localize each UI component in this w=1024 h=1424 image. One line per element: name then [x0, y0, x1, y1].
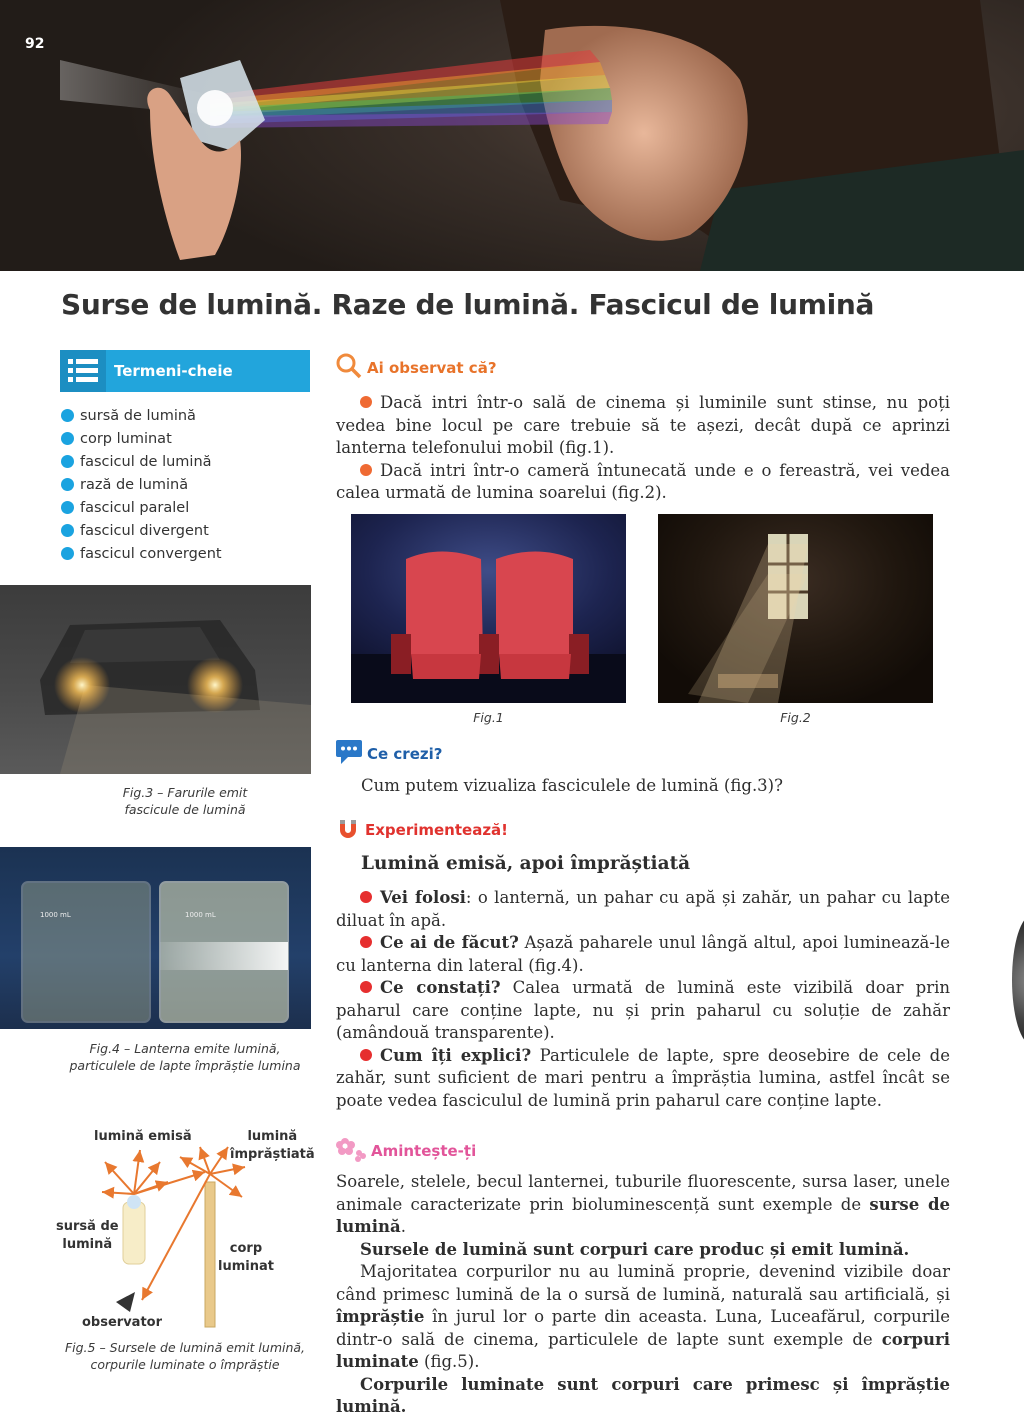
observed-text — [336, 392, 950, 505]
bullet-icon — [360, 1049, 372, 1061]
page-edge-decoration — [1012, 915, 1024, 1045]
fig5-diagram — [50, 1122, 320, 1337]
bullet-icon — [61, 455, 74, 468]
bullet-icon — [61, 524, 74, 537]
fig1-cinema-seats-photo — [351, 514, 626, 703]
bullet-icon — [61, 547, 74, 560]
magnifier-icon — [336, 353, 362, 383]
hero-photo — [0, 0, 1024, 271]
observed-p1: Dacă intri într-o sală de cinema și luminile sunt stinse, nu poți vedea bine locul pe care trebuie să te așezi, decât după ce aprinzi lanterna telefonului mobil (fig.1). — [336, 393, 950, 457]
bullet-icon — [360, 936, 372, 948]
bullet-icon — [61, 409, 74, 422]
experiment-text — [336, 887, 950, 1112]
key-term-item: fascicul paralel — [61, 496, 222, 519]
key-term-item: fascicul de lumină — [61, 450, 222, 473]
bullet-icon — [61, 501, 74, 514]
think-heading: Ce crezi? — [336, 740, 442, 768]
label-body: corp luminat — [218, 1241, 274, 1274]
page-number: 92 — [25, 36, 45, 52]
fig1-caption: Fig.1 — [473, 710, 504, 725]
page-title: Surse de lumină. Raze de lumină. Fascicul de lumină — [61, 288, 875, 321]
experiment-step-1: Vei folosi: o lanternă, un pahar cu apă și zahăr, un pahar cu lapte diluat în apă. — [336, 888, 950, 930]
fig3-caption: Fig.3 – Farurile emit fascicule de lumină — [122, 785, 248, 817]
experiment-subheading: Lumină emisă, apoi împrăștiată — [361, 853, 691, 874]
bullet-icon — [61, 432, 74, 445]
fig4-caption: Fig.4 – Lanterna emite lumină, particulele de lapte împrăștie lumina — [69, 1041, 301, 1073]
key-term-item: fascicul divergent — [61, 519, 222, 542]
remember-p1: Soarele, stelele, becul lanternei, tuburile fluorescente, sursa laser, unele animale caracterizate prin bioluminescență sunt exemple de surse de lumină. — [336, 1172, 951, 1236]
bullet-icon — [360, 464, 372, 476]
key-term-item: fascicul convergent — [61, 542, 222, 565]
magnet-icon — [336, 816, 360, 844]
key-terms-header — [60, 350, 310, 392]
remember-p3: Majoritatea corpurilor nu au lumină proprie, devenind vizibile doar când primesc lumină de la o sursă de lumină, naturală sau artificială, și împrăștie în jurul lor o parte din aceasta. Luna, Luceafărul, corpurile dintr-o sală de cinema, particulele de lapte sunt exemple de corpuri luminate (fig.5). — [336, 1262, 950, 1371]
fig5-caption: Fig.5 – Sursele de lumină emit lumină, corpurile luminate o împrăștie — [64, 1340, 306, 1372]
svg-text:1000 mL: 1000 mL — [40, 911, 71, 919]
label-source: sursă de lumină — [56, 1219, 119, 1252]
bullet-icon — [360, 981, 372, 993]
speech-bubble-icon — [336, 740, 362, 768]
list-icon — [60, 350, 106, 392]
bullet-icon — [360, 891, 372, 903]
bullet-icon — [360, 396, 372, 408]
flower-icon — [336, 1135, 366, 1167]
label-scattered: lumină împrăștiată — [230, 1129, 315, 1162]
remember-heading: Amintește-ți — [336, 1135, 476, 1167]
key-terms-title: Termeni-cheie — [114, 362, 233, 380]
bullet-icon — [61, 478, 74, 491]
key-term-item: rază de lumină — [61, 473, 222, 496]
remember-p4: Corpurile luminate sunt corpuri care primesc și împrăștie lumină. — [336, 1374, 950, 1416]
remember-text — [336, 1171, 950, 1419]
experiment-step-3: Ce constați? Calea urmată de lumină este vizibilă doar prin paharul care conține lapte, nu și prin paharul cu soluție de zahăr (amândouă transparente). — [336, 978, 950, 1042]
svg-text:1000 mL: 1000 mL — [185, 911, 216, 919]
fig2-caption: Fig.2 — [780, 710, 811, 725]
key-term-item: sursă de lumină — [61, 404, 222, 427]
fig3-car-headlights-photo — [0, 585, 311, 774]
observed-p2: Dacă intri într-o cameră întunecată unde e o fereastră, vei vedea calea urmată de lumina soarelui (fig.2). — [336, 460, 950, 502]
label-observer: observator — [82, 1315, 163, 1330]
prism-photo-illustration — [0, 0, 1024, 271]
remember-p2: Sursele de lumină sunt corpuri care produc și emit lumină. — [360, 1239, 910, 1259]
key-terms-list — [61, 404, 222, 565]
experiment-step-4: Cum îți explici? Particulele de lapte, spre deosebire de cele de zahăr, sunt suficient de mari pentru a împrăștia lumina, astfel încât se poate vedea fasciculul de lumină prin paharul care conține lapte. — [336, 1045, 951, 1110]
fig4-glasses-photo — [0, 847, 311, 1029]
observed-heading: Ai observat că? — [336, 353, 497, 383]
key-term-item: corp luminat — [61, 427, 222, 450]
experiment-heading: Experimentează! — [336, 816, 508, 844]
think-text: Cum putem vizualiza fasciculele de lumină (fig.3)? — [361, 776, 783, 795]
fig2-window-light-photo — [658, 514, 933, 703]
experiment-step-2: Ce ai de făcut? Așază paharele unul lângă altul, apoi luminează-le cu lanterna din lateral (fig.4). — [336, 933, 950, 975]
label-emitted: lumină emisă — [94, 1129, 192, 1144]
